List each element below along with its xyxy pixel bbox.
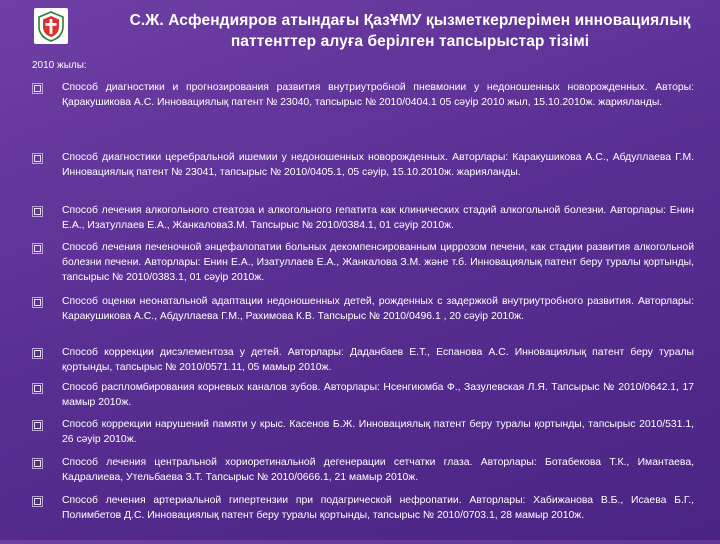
list-item-text: Способ распломбирования корневых каналов зубов. Авторлары: Нсенгиюмба Ф., Зазулевская Л.Я. Тапсырыс № 2010/0642.1, 17 мамыр 2010ж. (62, 382, 694, 408)
square-bullet-icon (34, 422, 41, 429)
list-item (34, 151, 694, 204)
list-item-text: Способ лечения печеночной энцефалопатии больных декомпенсированным циррозом печени, как стадии развития алкогольной болезни печени. Авторлары: Енин Е.А., Изатуллаев Е.А., Жанкалова З.М. және т.б. Инновациялық патент беру туралы қортынды, тапсырыс № 2010/0383.1, 01 сәуір 2010ж. (62, 242, 694, 283)
square-bullet-icon (34, 299, 41, 306)
list-item-text: Способ коррекции нарушений памяти у крыс. Касенов Б.Ж. Инновациялық патент беру туралы қортынды, тапсырыс 2010/531.1, 26 сәуір 2010ж. (62, 419, 694, 445)
page-title-line-2: паттенттер алуға берілген тапсырыстар тізімі (230, 33, 590, 50)
list-item-text: Способ диагностики и прогнозирования развития внутриутробной пневмонии у недоношенных новорожденных. Авторы: Қаракушикова А.С. Инновациялық патент № 23040, тапсырыс № 2010/0404.1 05 сәуір 2010 жыл, 15.10.2010ж. жарияланды. (62, 82, 694, 108)
list-item (34, 81, 694, 151)
list-item-text: Способ коррекции дисэлементоза у детей. Авторлары: Даданбаев Е.Т., Еспанова А.С. Инновациялық патент беру туралы қортынды, тапсырыс № 2010/0571.11, 05 мамыр 2010ж. (62, 347, 694, 373)
list-item (34, 346, 694, 381)
square-bullet-icon (34, 385, 41, 392)
list-item-text: Способ оценки неонатальной адаптации недоношенных детей, рожденных с задержкой внутриутробного развития. Авторлары: Каракушикова А.С., Абдуллаева Г.М., Рахимова К.В. Тапсырыс № 2010/0496.1 , 20 сәуір 2010ж. (62, 296, 694, 322)
list-item (34, 456, 694, 494)
square-bullet-icon (34, 208, 41, 215)
list-item (34, 494, 694, 544)
university-emblem-icon (34, 8, 68, 44)
list-item (34, 418, 694, 456)
page-title-line-1: С.Ж. Асфендияров атындағы ҚазҰМУ қызметкерлерімен инновациялық (129, 12, 691, 29)
square-bullet-icon (34, 85, 41, 92)
page-title (120, 10, 700, 52)
list-item (34, 295, 694, 346)
square-bullet-icon (34, 155, 41, 162)
list-item-text: Способ диагностики церебральной ишемии у недоношенных новорожденных. Авторлары: Каракушикова А.С., Абдуллаева Г.М. Инновациялық патент № 23041, тапсырыс № 2010/0405.1, 05 сәуір, 15.10.2010ж. жарияланды. (62, 152, 694, 178)
list-item-text: Способ лечения центральной хориоретинальной дегенерации сетчатки глаза. Авторлары: Ботабекова Т.К., Имантаева, Кадралиева, Утельбаева З.Т. Тапсырыс № 2010/0666.1, 21 мамыр 2010ж. (62, 457, 694, 483)
year-label: 2010 жылы: (32, 60, 87, 71)
list-item (34, 381, 694, 418)
list-item (34, 241, 694, 295)
list-item-text: Способ лечения алкогольного стеатоза и алкогольного гепатита как клинических стадий алкогольной болезни. Авторлары: Енин Е.А., Изатуллаев Е.А., Жанкалова3.М. Тапсырыс № 2010/0384.1, 01 сәуір 2010ж. (62, 205, 694, 231)
square-bullet-icon (34, 498, 41, 505)
list-item (34, 204, 694, 241)
emblem-graphic (36, 10, 66, 42)
square-bullet-icon (34, 245, 41, 252)
list-item-text: Способ лечения артериальной гипертензии при подагрической нефропатии. Авторлары: Хабижанова В.Б., Исаева Б.Г., Полимбетов Д.С. Инновациялық патент беру туралы қортынды, тапсырыс № 2010/0703.1, 28 мамыр 2010ж. (62, 495, 694, 521)
patent-application-list (34, 81, 694, 544)
square-bullet-icon (34, 350, 41, 357)
square-bullet-icon (34, 460, 41, 467)
